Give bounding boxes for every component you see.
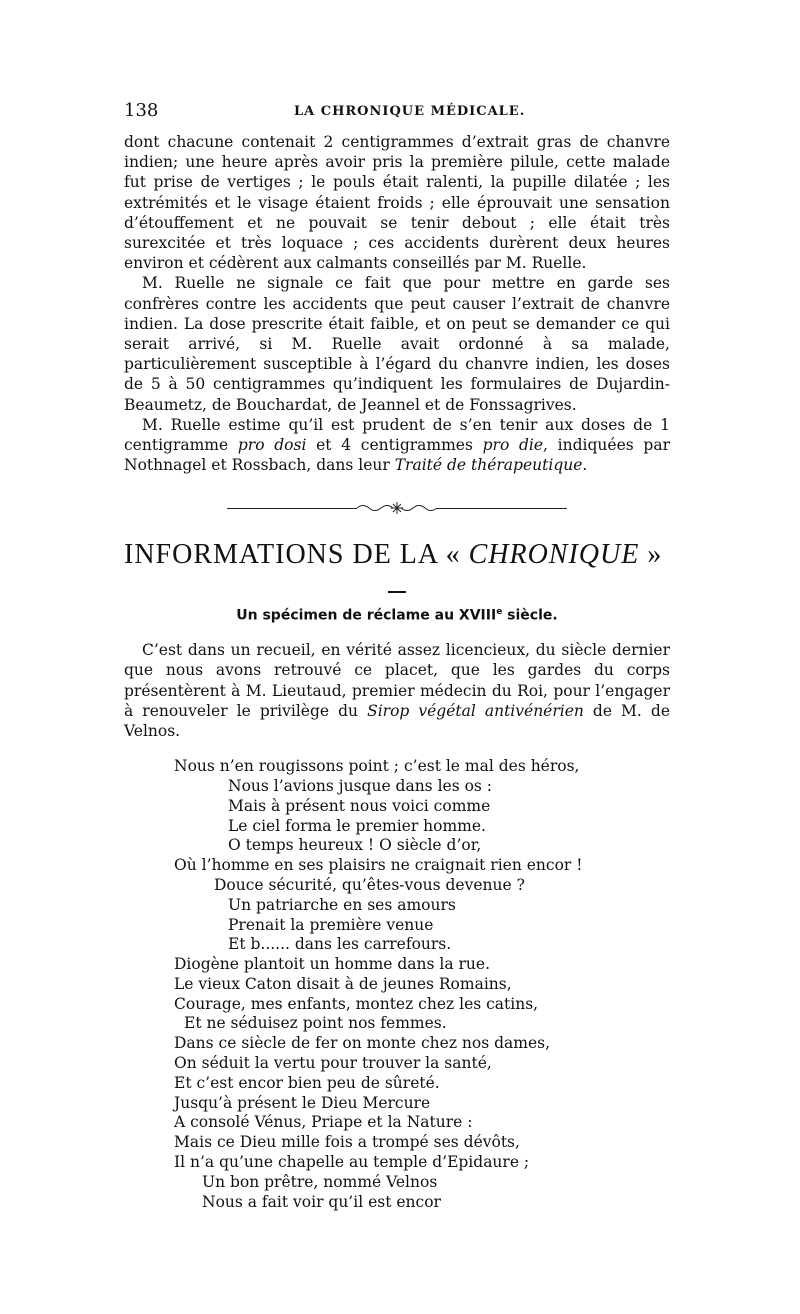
poem-line: Nous a fait voir qu’il est encor bbox=[202, 1192, 441, 1211]
divider-line bbox=[437, 508, 567, 509]
poem-line: Le ciel forma le premier homme. bbox=[228, 816, 486, 835]
poem-line: Et c’est encor bien peu de sûreté. bbox=[174, 1073, 440, 1092]
flourish-ornament-icon bbox=[357, 501, 437, 518]
running-head: LA CHRONIQUE MÉDICALE. bbox=[294, 104, 526, 119]
poem-line: Un bon prêtre, nommé Velnos bbox=[202, 1172, 438, 1191]
poem-line: On séduit la vertu pour trouver la santé, bbox=[174, 1054, 492, 1073]
poem-line: Diogène plantoit un homme dans la rue. bbox=[174, 955, 491, 974]
poem bbox=[124, 757, 670, 1212]
paragraph: M. Ruelle ne signale ce fait que pour mettre en garde ses confrères contre les accidents que peut causer l’extrait de chanvre indien. La dose prescrite était faible, et on peut se demander ce qui serait arrivé, si M. Ruelle avait ordonné à sa malade, particulièrement susceptible à l’égard du chanvre indien, les doses de 5 à 50 centigrammes qu’indiquent les formulaires de Dujardin-Beaumetz, de Bouchardat, de Jeannel et de Fonssagrives. bbox=[124, 274, 670, 414]
poem-line: Douce sécurité, qu’êtes-vous devenue ? bbox=[214, 875, 525, 894]
poem-line: Nous n’en rougissons point ; c’est le mal des héros, bbox=[174, 757, 580, 776]
section-subtitle: Un spécimen de réclame au XVIIIe siècle. bbox=[236, 607, 558, 625]
poem-line: Et ne séduisez point nos femmes. bbox=[184, 1014, 447, 1033]
poem-line: O temps heureux ! O siècle d’or, bbox=[228, 836, 482, 855]
page-number: 138 bbox=[124, 100, 159, 121]
intro-paragraph: C’est dans un recueil, en vérité assez licencieux, du siècle dernier que nous avons retrouvé ce placet, que les gardes du corps présentèrent à M. Lieutaud, premier médecin du Roi, pour l’engager à renouveler le privilège du Sirop végétal antivénérien de M. de Velnos. bbox=[124, 641, 670, 740]
poem-line: A consolé Vénus, Priape et la Nature : bbox=[174, 1113, 473, 1132]
ornamental-divider bbox=[227, 501, 567, 515]
poem-line: Mais à présent nous voici comme bbox=[228, 796, 491, 815]
poem-line: Où l’homme en ses plaisirs ne craignait rien encor ! bbox=[174, 856, 583, 875]
paragraph: dont chacune contenait 2 centigrammes d’extrait gras de chanvre indien; une heure après avoir pris la première pilule, cette malade fut prise de vertiges ; le pouls était ralenti, la pupille dilatée ; les extrémités et le visage étaient froids ; elle éprouvait une sensation d’étouffement et ne pouvait se tenir debout ; elle était très surexcitée et très loquace ; ces accidents durèrent deux heures environ et cédèrent aux calmants conseillés par M. Ruelle. bbox=[124, 133, 670, 273]
poem-line: Et b...... dans les carrefours. bbox=[228, 935, 452, 954]
poem-line: Nous l’avions jusque dans les os : bbox=[228, 776, 493, 795]
poem-line: Un patriarche en ses amours bbox=[228, 895, 456, 914]
book-page bbox=[124, 100, 670, 1212]
poem-line: Il n’a qu’une chapelle au temple d’Epidaure ; bbox=[174, 1153, 530, 1172]
poem-line: Prenait la première venue bbox=[228, 915, 434, 934]
title-dash bbox=[388, 591, 406, 593]
paragraph: M. Ruelle estime qu’il est prudent de s’en tenir aux doses de 1 centigramme pro dosi et 4 centigrammes pro die, indiquées par Nothnagel et Rossbach, dans leur Traité de thérapeutique. bbox=[124, 415, 670, 475]
poem-line: Le vieux Caton disait à de jeunes Romains, bbox=[174, 974, 512, 993]
page-header bbox=[124, 100, 670, 126]
divider-line bbox=[227, 508, 357, 509]
poem-line: Dans ce siècle de fer on monte chez nos dames, bbox=[174, 1034, 551, 1053]
article-continuation bbox=[124, 132, 670, 475]
poem-line: Mais ce Dieu mille fois a trompé ses dévôts, bbox=[174, 1133, 520, 1152]
poem-line: Courage, mes enfants, montez chez les catins, bbox=[174, 994, 539, 1013]
poem-line: Jusqu’à présent le Dieu Mercure bbox=[174, 1093, 431, 1112]
section-title: INFORMATIONS DE LA « CHRONIQUE » bbox=[124, 539, 663, 571]
